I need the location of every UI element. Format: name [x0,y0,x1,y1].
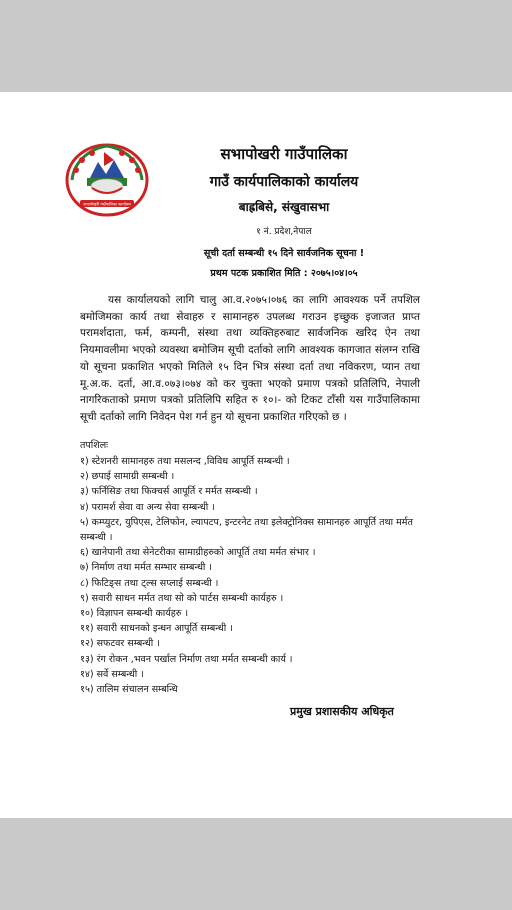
notice-body: यस कार्यालयको लागि चालु आ.व.२०७५।०७६ का लागि आवश्यक पर्ने तपशिल बमोजिमका कार्य तथा सेवाहरु र सामानहरु उपलब्ध गराउन इच्छुक इजाजत प्राप्त परामर्शदाता, फर्म, कम्पनी, संस्था तथा व्यक्तिहरुबाट सार्वजनिक खरिद ऐन तथा नियमावलीमा भएको व्यवस्था बमोजिम सूची दर्ताको लागि आवश्यक कागजात संलग्न राखि यो सूचना प्रकाशित भएको मितिले १५ दिन भित्र संस्था दर्ता तथा नविकरण, प्यान तथा मू.अ.क. दर्ता, आ.व.०७३।०७४ को कर चुक्ता भएको प्रमाण पत्रको प्रतिलिपि, नेपाली नागरिकताको प्रमाण पत्रको प्रतिलिपि सहित रु १०।- को टिकट टाँसी यस गाउँपालिकामा सूची दर्ताको लागि निवेदन पेश गर्न हुन यो सूचना प्रकाशित गरिएको छ । [80,294,420,423]
office-name: सभापोखरी गाउँपालिका [220,145,348,163]
list-item: ४) परामर्श सेवा वा अन्य सेवा सम्बन्धी । [80,501,215,513]
list-item: १०) विज्ञापन सम्बन्धी कार्यहरु । [80,608,189,620]
list-item: ३) फर्निसिङ तथा फिक्चर्स आपूर्ति र मर्मत सम्बन्धी । [80,486,258,498]
list-item: ८) फिटिङ्स तथा ट्ल्स सप्लाई सम्बन्धी । [80,577,219,589]
bottom-gray-band [0,818,512,910]
list-item: ९) सवारी साधन मर्मत तथा सो को पार्टस सम्बन्धी कार्यहरु । [80,592,284,604]
list-item: ७) निर्माण तथा मर्मत सम्भार सम्बन्धी । [80,562,212,574]
list-item: ५) कम्प्युटर, युपिएस, टेलिफोन, ल्यापटप, इन्टरनेट तथा इलेक्ट्रोनिक्स सामानहरु आपूर्ति तथा मर्मत सम्बन्धी । [80,516,413,544]
signature-title: प्रमुख प्रशासकीय अधिकृत [290,705,394,718]
services-list [80,454,425,697]
publish-date: प्रथम पटक प्रकाशित मिति : २०७५।०४।०५ [210,268,358,279]
list-item: १५) तालिम संचालन सम्बन्धि [80,684,178,696]
list-item: ६) खानेपानी तथा सेनेटरीका सामाग्रीहरुको आपूर्ति तथा मर्मत संभार । [80,547,316,559]
office-subtitle: गाउँ कार्यपालिकाको कार्यालय [209,174,359,190]
province-line: १ नं. प्रदेश,नेपाल [256,227,312,237]
list-item: ११) सवारी साधनको इन्धन आपूर्ति सम्बन्धी । [80,623,233,635]
top-gray-band [0,0,512,92]
list-item: १) स्टेशनरी सामानहरु तथा मसलन्द ,विविध आपूर्ति सम्बन्धी । [80,456,290,467]
office-location: बाह्रबिसे, संखुवासभा [238,200,330,214]
list-item: २) छपाई सामाग्री सम्बन्धी । [80,471,175,483]
notice-title: सूची दर्ता सम्बन्धी १५ दिने सार्वजनिक सूचना ! [203,248,365,259]
list-item: १३) रंग रोकन ,भवन पर्खाल निर्माण तथा मर्मत सम्बन्धी कार्य । [80,653,293,665]
emblem-caption: सभापोखरी गाउँपालिका कार्यालय [83,201,131,207]
notice-page [0,92,512,818]
list-item: १४) सर्वे सम्बन्धी । [80,668,144,680]
list-item: १२) सफटवर सम्बन्धी । [80,638,160,650]
list-heading: तपशिलः [80,440,109,451]
